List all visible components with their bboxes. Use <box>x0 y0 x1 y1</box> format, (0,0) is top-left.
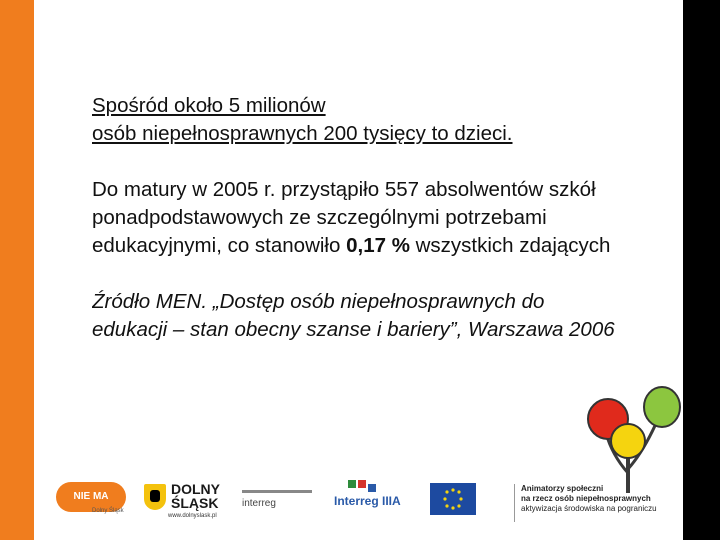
eu-flag-icon <box>430 483 476 515</box>
dolny-slask-logo: DOLNY ŚLĄSK <box>171 481 220 511</box>
nie-ma-barier-logo: NIE MA BARIER. <box>56 482 126 512</box>
dolny-slask-crest-icon <box>144 484 166 510</box>
matura-line-3-start: edukacyjnymi, co stanowiło <box>92 234 347 257</box>
interreg-iiia-logo: Interreg IIIA <box>334 480 412 520</box>
percentage-value: 0,17 % <box>346 234 410 257</box>
source-line-2: edukacji – stan obecny szanse i bariery”, Warszawa 2006 <box>92 318 615 341</box>
matura-line-3 <box>92 232 683 260</box>
sponsor-logos <box>56 478 686 532</box>
dolny-slask-url: www.dolnyslask.pl <box>168 513 217 519</box>
nie-ma-barier-subtitle: Dolny Śląsk <box>92 508 124 514</box>
slide-body <box>92 92 683 344</box>
matura-line-1: Do matury w 2005 r. przystąpiło 557 absolwentów szkół <box>92 178 596 201</box>
yellow-leaf <box>611 424 645 458</box>
right-edge-bar <box>683 0 720 540</box>
statistic-line-1: Spośród około 5 milionów <box>92 94 326 117</box>
left-accent-bar <box>0 0 34 540</box>
animatorzy-logo: Animatorzy społeczni na rzecz osób niepełnosprawnych aktywizacja środowiska na pograniczu <box>514 484 693 522</box>
interreg-logo: interreg <box>242 490 312 515</box>
source-line-1: Źródło MEN. „Dostęp osób niepełnosprawnych do <box>92 290 545 313</box>
matura-line-3-end: wszystkich zdających <box>409 234 611 257</box>
green-leaf <box>644 387 680 427</box>
matura-line-2: ponadpodstawowych ze szczególnymi potrzebami <box>92 206 547 229</box>
statistic-line-2: osób niepełnosprawnych 200 tysięcy to dzieci. <box>92 122 513 145</box>
